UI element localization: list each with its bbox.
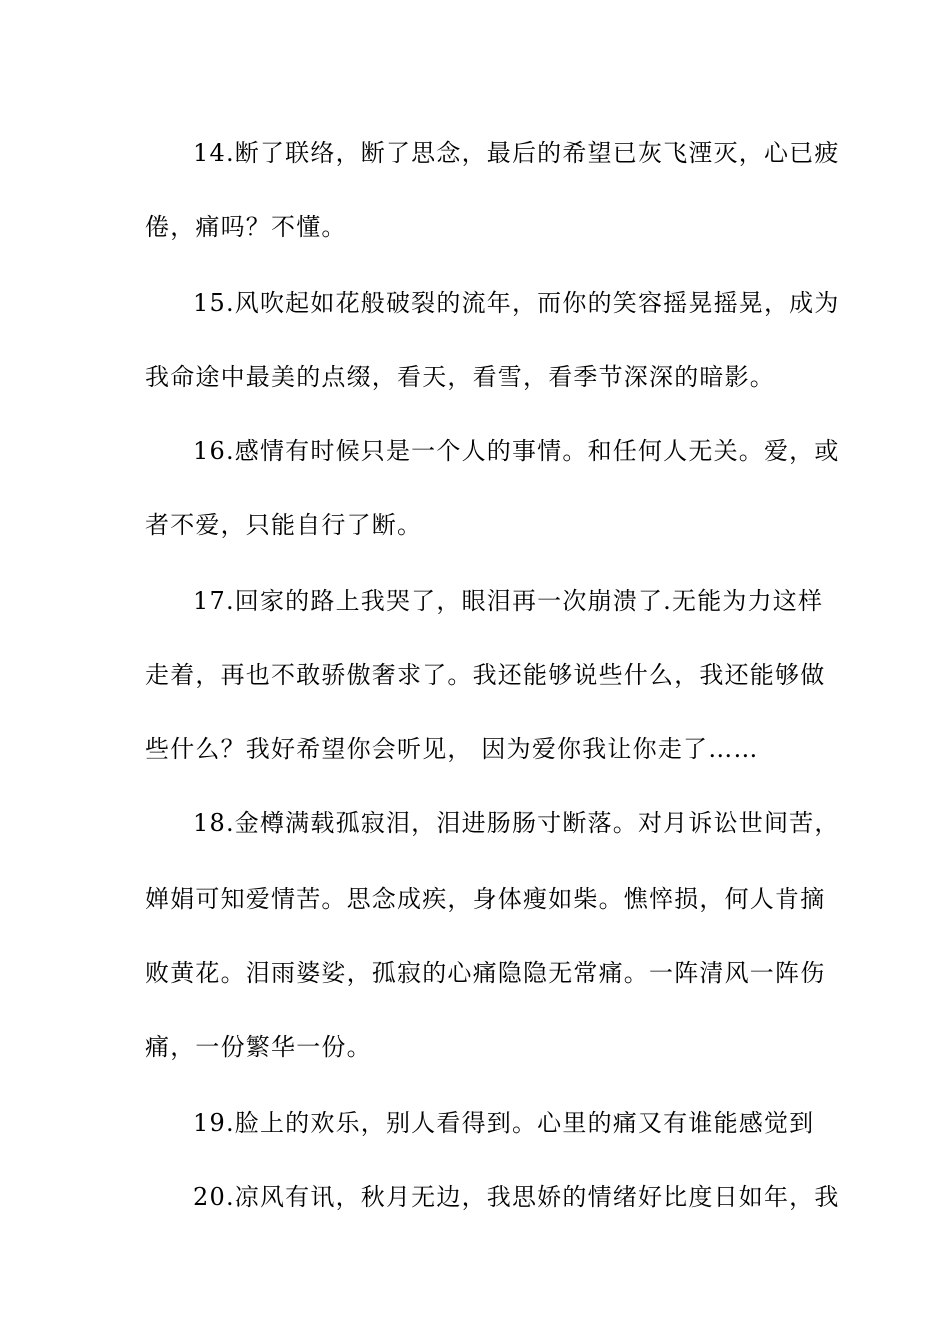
paragraph-14-line-2: 倦，痛吗？不懂。: [145, 213, 347, 241]
paragraph-18-line-1: 18.金樽满载孤寂泪，泪进肠肠寸断落。对月诉讼世间苦，: [193, 809, 840, 837]
paragraph-17-line-1: 17.回家的路上我哭了，眼泪再一次崩溃了.无能为力这样: [193, 587, 824, 615]
paragraph-18-line-4: 痛，一份繁华一份。: [145, 1033, 372, 1061]
paragraph-17-line-3: 些什么？我好希望你会听见， 因为爱你我让你走了……: [145, 735, 759, 763]
paragraph-18-line-3: 败黄花。泪雨婆娑，孤寂的心痛隐隐无常痛。一阵清风一阵伤: [145, 959, 826, 987]
paragraph-15-line-1: 15.风吹起如花般破裂的流年，而你的笑容摇晃摇晃，成为: [193, 289, 840, 317]
paragraph-16-line-2: 者不爱，只能自行了断。: [145, 511, 423, 539]
paragraph-19-line-1: 19.脸上的欢乐，别人看得到。心里的痛又有谁能感觉到: [193, 1109, 815, 1137]
paragraph-15-line-2: 我命途中最美的点缀，看天，看雪，看季节深深的暗影。: [145, 363, 775, 391]
paragraph-20-line-1: 20.凉风有讯，秋月无边，我思娇的情绪好比度日如年，我: [193, 1183, 840, 1211]
paragraph-18-line-2: 婵娟可知爱情苦。思念成疾，身体瘦如柴。憔悴损，何人肯摘: [145, 885, 826, 913]
paragraph-17-line-2: 走着，再也不敢骄傲奢求了。我还能够说些什么，我还能够做: [145, 661, 826, 689]
paragraph-16-line-1: 16.感情有时候只是一个人的事情。和任何人无关。爱，或: [193, 437, 840, 465]
paragraph-14-line-1: 14.断了联络，断了思念，最后的希望已灰飞湮灭，心已疲: [193, 139, 840, 167]
